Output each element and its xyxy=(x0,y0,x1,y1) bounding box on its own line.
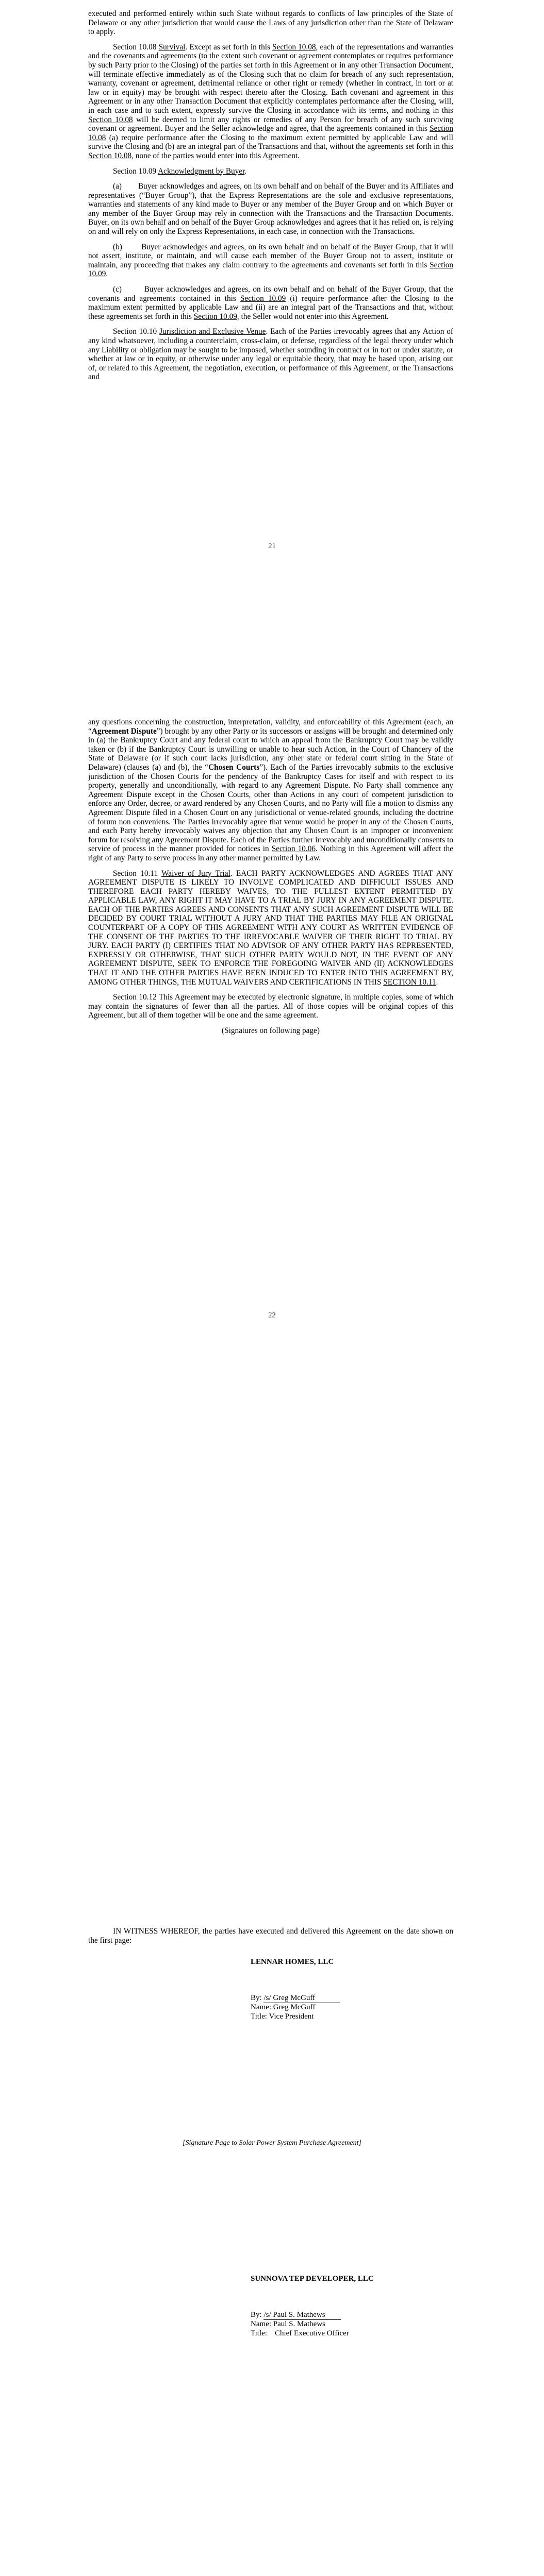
section-ref: Section 10.09 xyxy=(240,294,286,303)
page-1-body xyxy=(88,9,453,388)
signature-line xyxy=(263,2311,341,2320)
section-title: Waiver of Jury Trial xyxy=(161,869,230,878)
section-number: Section 10.08 xyxy=(113,42,157,52)
text-run: . Each of the Parties irrevocably agrees that any Action of any kind whatsoever, including a counterclaim, cross-claim, or defense, regardless of the legal theory under which any Liability or obligation may be sought to be imposed, whether sounding in contract or in tort or under statute, or whether at law or in equity, or otherwise under any legal or equitable theory, that may be based upon, arising out of, or related to this Agreement, the negotiation, execution, or performance of this Agreement, or the Transactions and xyxy=(88,327,453,382)
title-line xyxy=(251,2012,340,2022)
signatures-note: (Signatures on following page) xyxy=(222,1026,320,1035)
clause-label: (a) xyxy=(113,182,122,191)
section-title: Survival xyxy=(158,42,186,52)
by-label: By: xyxy=(251,1993,262,2002)
section-ref: Section 10.08 xyxy=(88,115,133,124)
signature-value: /s/ Paul S. Mathews xyxy=(263,2310,325,2319)
page-number: 21 xyxy=(268,542,276,550)
page-3-body xyxy=(88,1927,453,1951)
text-run: ”) brought by any other Party or its successors or assigns will be brought and determined only in (a) the Bankruptcy Court and any federal court to which an appeal from the Bankruptcy Court may be validly taken or (b) if the Bankruptcy Court is unwilling or unable to hear such Action, in the Court of Chancery of the State of Delaware (or if such court lacks jurisdiction, any other state or federal court sitting in the State of Delaware) (clauses (a) and (b), the “ xyxy=(88,726,453,772)
section-ref: Section 10.06 xyxy=(271,844,316,854)
text-run: . EACH PARTY ACKNOWLEDGES AND AGREES THAT ANY AGREEMENT DISPUTE IS LIKELY TO INVOLVE COMPLICATED AND DIFFICULT ISSUES AND THEREFORE EACH PARTY HEREBY WAIVES, TO THE FULLEST EXTENT PERMITTED BY APPLICABLE LAW, ANY RIGHT IT MAY HAVE TO A TRIAL BY JURY IN ANY AGREEMENT DISPUTE. EACH OF THE PARTIES AGREES AND CONSENTS THAT ANY SUCH AGREEMENT DISPUTE WILL BE DECIDED BY COURT TRIAL WITHOUT A JURY AND THAT THE PARTIES MAY FILE AN ORIGINAL COUNTERPART OF A COPY OF THIS AGREEMENT WITH ANY COURT AS WRITTEN EVIDENCE OF THE CONSENT OF THE PARTIES TO THE IRREVOCABLE WAIVER OF THEIR RIGHT TO TRIAL BY JURY. EACH PARTY (I) CERTIFIES THAT NO ADVISOR OF ANY OTHER PARTY HAS REPRESENTED, EXPRESSLY OR OTHERWISE, THAT SUCH OTHER PARTY WOULD NOT, IN THE EVENT OF ANY AGREEMENT DISPUTE, SEEK TO ENFORCE THE FOREGOING WAIVER AND (II) ACKNOWLEDGES THAT IT AND THE OTHER PARTIES HAVE BEEN INDUCED TO ENTER INTO THIS AGREEMENT BY, AMONG OTHER THINGS, THE MUTUAL WAIVERS AND CERTIFICATIONS IN THIS xyxy=(88,869,453,987)
section-10-11-waiver xyxy=(88,869,453,987)
name-label: Name: xyxy=(251,2320,271,2329)
text-run: . xyxy=(436,977,438,987)
section-10-08-survival xyxy=(88,43,453,161)
text-run: any questions concerning the construction, interpretation, validity, and enforceability of this Agreement (each, an “ xyxy=(88,718,453,736)
name-value: Paul S. Mathews xyxy=(273,2320,325,2329)
by-line xyxy=(251,1994,340,2004)
section-ref: SECTION 10.11 xyxy=(383,977,436,987)
page-2-body xyxy=(88,718,453,1042)
section-number: Section 10.10 xyxy=(113,327,157,336)
page-2 xyxy=(0,703,544,1406)
section-number: Section 10.09 xyxy=(113,166,157,176)
governing-law-continuation: executed and performed entirely within such State without regards to conflicts of law principles of the State of Delaware or any other jurisdiction that would cause the Laws of any jurisdiction other than the State of Delaware to apply. xyxy=(88,9,453,37)
text-run: , none of the parties would enter into this Agreement. xyxy=(131,151,300,160)
text-run: , the Seller would not enter into this Agreement. xyxy=(237,312,389,321)
title-value: Vice President xyxy=(269,2012,314,2021)
section-10-09-b xyxy=(88,243,453,279)
name-label: Name: xyxy=(251,2003,271,2012)
text-run: , each of the representations and warranties and the covenants and agreements (to the extent such covenant or agreement contemplates or requires performance by such Party prior to the Closing) of the parties set forth in this Agreement or in any other Transaction Document, will terminate effective immediately as of the Closing such that no claim for breach of any such representation, warranty, covenant or agreement, detrimental reliance or other right or remedy (whether in contract, in tort or at law or in equity) may be brought with respect thereto after the Closing. Each covenant and agreement in this Agreement or in any other Transaction Document that explicitly contemplates performance after the Closing, will, in each case and to such extent, expressly survive the Closing in accordance with its terms, and nothing in this xyxy=(88,42,453,115)
section-ref: Section 10.09 xyxy=(193,312,237,321)
section-10-09-a xyxy=(88,182,453,236)
page-4 xyxy=(0,2110,544,2576)
clause-label: (c) xyxy=(113,285,122,294)
page-1 xyxy=(0,0,544,703)
text-run: . Nothing in this Agreement will affect the right of any Party to serve process in any other manner permitted by Law. xyxy=(88,844,453,862)
text-run: . xyxy=(106,269,108,279)
section-ref: Section 10.08 xyxy=(88,124,453,142)
text-run: Buyer acknowledges and agrees, on its own behalf and on behalf of the Buyer Group, that the covenants and agreements contained in this xyxy=(88,285,453,303)
text-run: ”). Each of the Parties irrevocably submits to the exclusive jurisdiction of the Chosen Courts for the pendency of the Bankruptcy Cases for itself and with respect to its property, generally and unconditionally, with regard to any Agreement Dispute. No Party shall commence any Agreement Dispute except in the Chosen Courts, other than Actions in any court of competent jurisdiction to enforce any Order, decree, or award rendered by any Chosen Courts, and no Party will file a motion to dismiss any Agreement Dispute filed in a Chosen Court on any jurisdictional or venue-related grounds, including the doctrine of forum non conveniens. The Parties irrevocably agree that venue would be proper in any of the Chosen Courts, and each Party hereby irrevocably waives any objection that any Chosen Court is an improper or inconvenient forum for resolving any Agreement Dispute. Each of the Parties further irrevocably and unconditionally consents to service of process in the manner provided for notices in xyxy=(88,762,453,854)
section-10-09-c xyxy=(88,285,453,321)
text-run: will be deemed to limit any rights or remedies of any Person for breach of any such surviving covenant or agreement. Buyer and the Seller acknowledge and agree, that the agreements contained in this xyxy=(88,115,453,133)
name-line xyxy=(251,2320,374,2329)
signature-line xyxy=(263,1994,340,2004)
company-name: SUNNOVA TEP DEVELOPER, LLC xyxy=(251,2275,374,2283)
title-value: Chief Executive Officer xyxy=(274,2329,349,2337)
section-ref: Section 10.08 xyxy=(272,42,316,52)
signature-value: /s/ Greg McGuff xyxy=(263,1993,316,2002)
section-title: Acknowledgment by Buyer xyxy=(158,166,245,176)
section-ref: Section 10.08 xyxy=(88,151,132,160)
title-label: Title: xyxy=(251,2012,267,2021)
by-label: By: xyxy=(251,2310,262,2319)
section-10-09-heading: Section 10.09 Acknowledgment by Buyer. xyxy=(113,166,247,176)
page-number: 22 xyxy=(268,1311,276,1319)
text-run: Buyer acknowledges and agrees, on its own behalf and on behalf of the Buyer and its Affiliates and representatives (“Buyer Group”), that the Express Representations are the sole and exclusive representations, warranties and statements of any kind made to Buyer or any member of the Buyer Group and on which Buyer or any member of the Buyer Group may rely in connection with the Transactions and the Transaction Documents. Buyer, on its own behalf and on behalf of the Buyer Group acknowledges and agrees that it has relied on, is relying on and will rely on only the Express Representations, in each case, in connection with the Transactions. xyxy=(88,182,453,236)
title-label: Title: xyxy=(251,2329,267,2337)
signature-block-sunnova xyxy=(251,2275,374,2338)
section-title: Jurisdiction and Exclusive Venue xyxy=(159,327,266,336)
section-10-12-counterparts: Section 10.12 This Agreement may be executed by electronic signature, in multiple copies, some of which may contain the signatures of fewer than all the parties. All of those copies will be original copies of this Agreement, but all of them together will be one and the same agreement. xyxy=(88,993,453,1020)
section-10-10-jurisdiction xyxy=(88,327,453,382)
defined-term: Agreement Dispute xyxy=(91,726,157,736)
by-line xyxy=(251,2311,374,2320)
name-value: Greg McGuff xyxy=(273,2003,316,2012)
defined-term: Chosen Courts xyxy=(208,762,260,772)
section-number: Section 10.11 xyxy=(113,869,158,878)
page-3 xyxy=(0,1406,544,2147)
signature-block-lennar xyxy=(251,1958,340,2021)
text-run: (i) require performance after the Closing to the maximum extent permitted by applicable Law and (ii) are an integral part of the Transactions and that, without these agreements set forth in this xyxy=(88,294,453,321)
title-line xyxy=(251,2329,374,2338)
signature-page-footer: [Signature Page to Solar Power System Purchase Agreement] xyxy=(183,2139,361,2147)
text-run: Buyer acknowledges and agrees, on its own behalf and on behalf of the Buyer Group, that it will not assert, institute, or maintain, and will cause each member of the Buyer Group not to assert, institute or maintain, any proceeding that makes any claim contrary to the agreements and covenants set forth in this xyxy=(88,242,454,269)
company-name: LENNAR HOMES, LLC xyxy=(251,1958,334,1966)
witness-clause: IN WITNESS WHEREOF, the parties have executed and delivered this Agreement on the date shown on the first page: xyxy=(88,1927,453,1945)
text-run: (a) require performance after the Closing to the maximum extent permitted by applicable Law and will survive the Closing and (b) are an integral part of the Transactions and that, without the agreements set forth in this xyxy=(88,133,453,151)
jurisdiction-continuation xyxy=(88,718,453,863)
name-line xyxy=(251,2003,340,2012)
clause-label: (b) xyxy=(113,242,122,251)
section-ref: Section 10.09 xyxy=(88,260,453,279)
text-run: . Except as set forth in this xyxy=(185,42,273,52)
